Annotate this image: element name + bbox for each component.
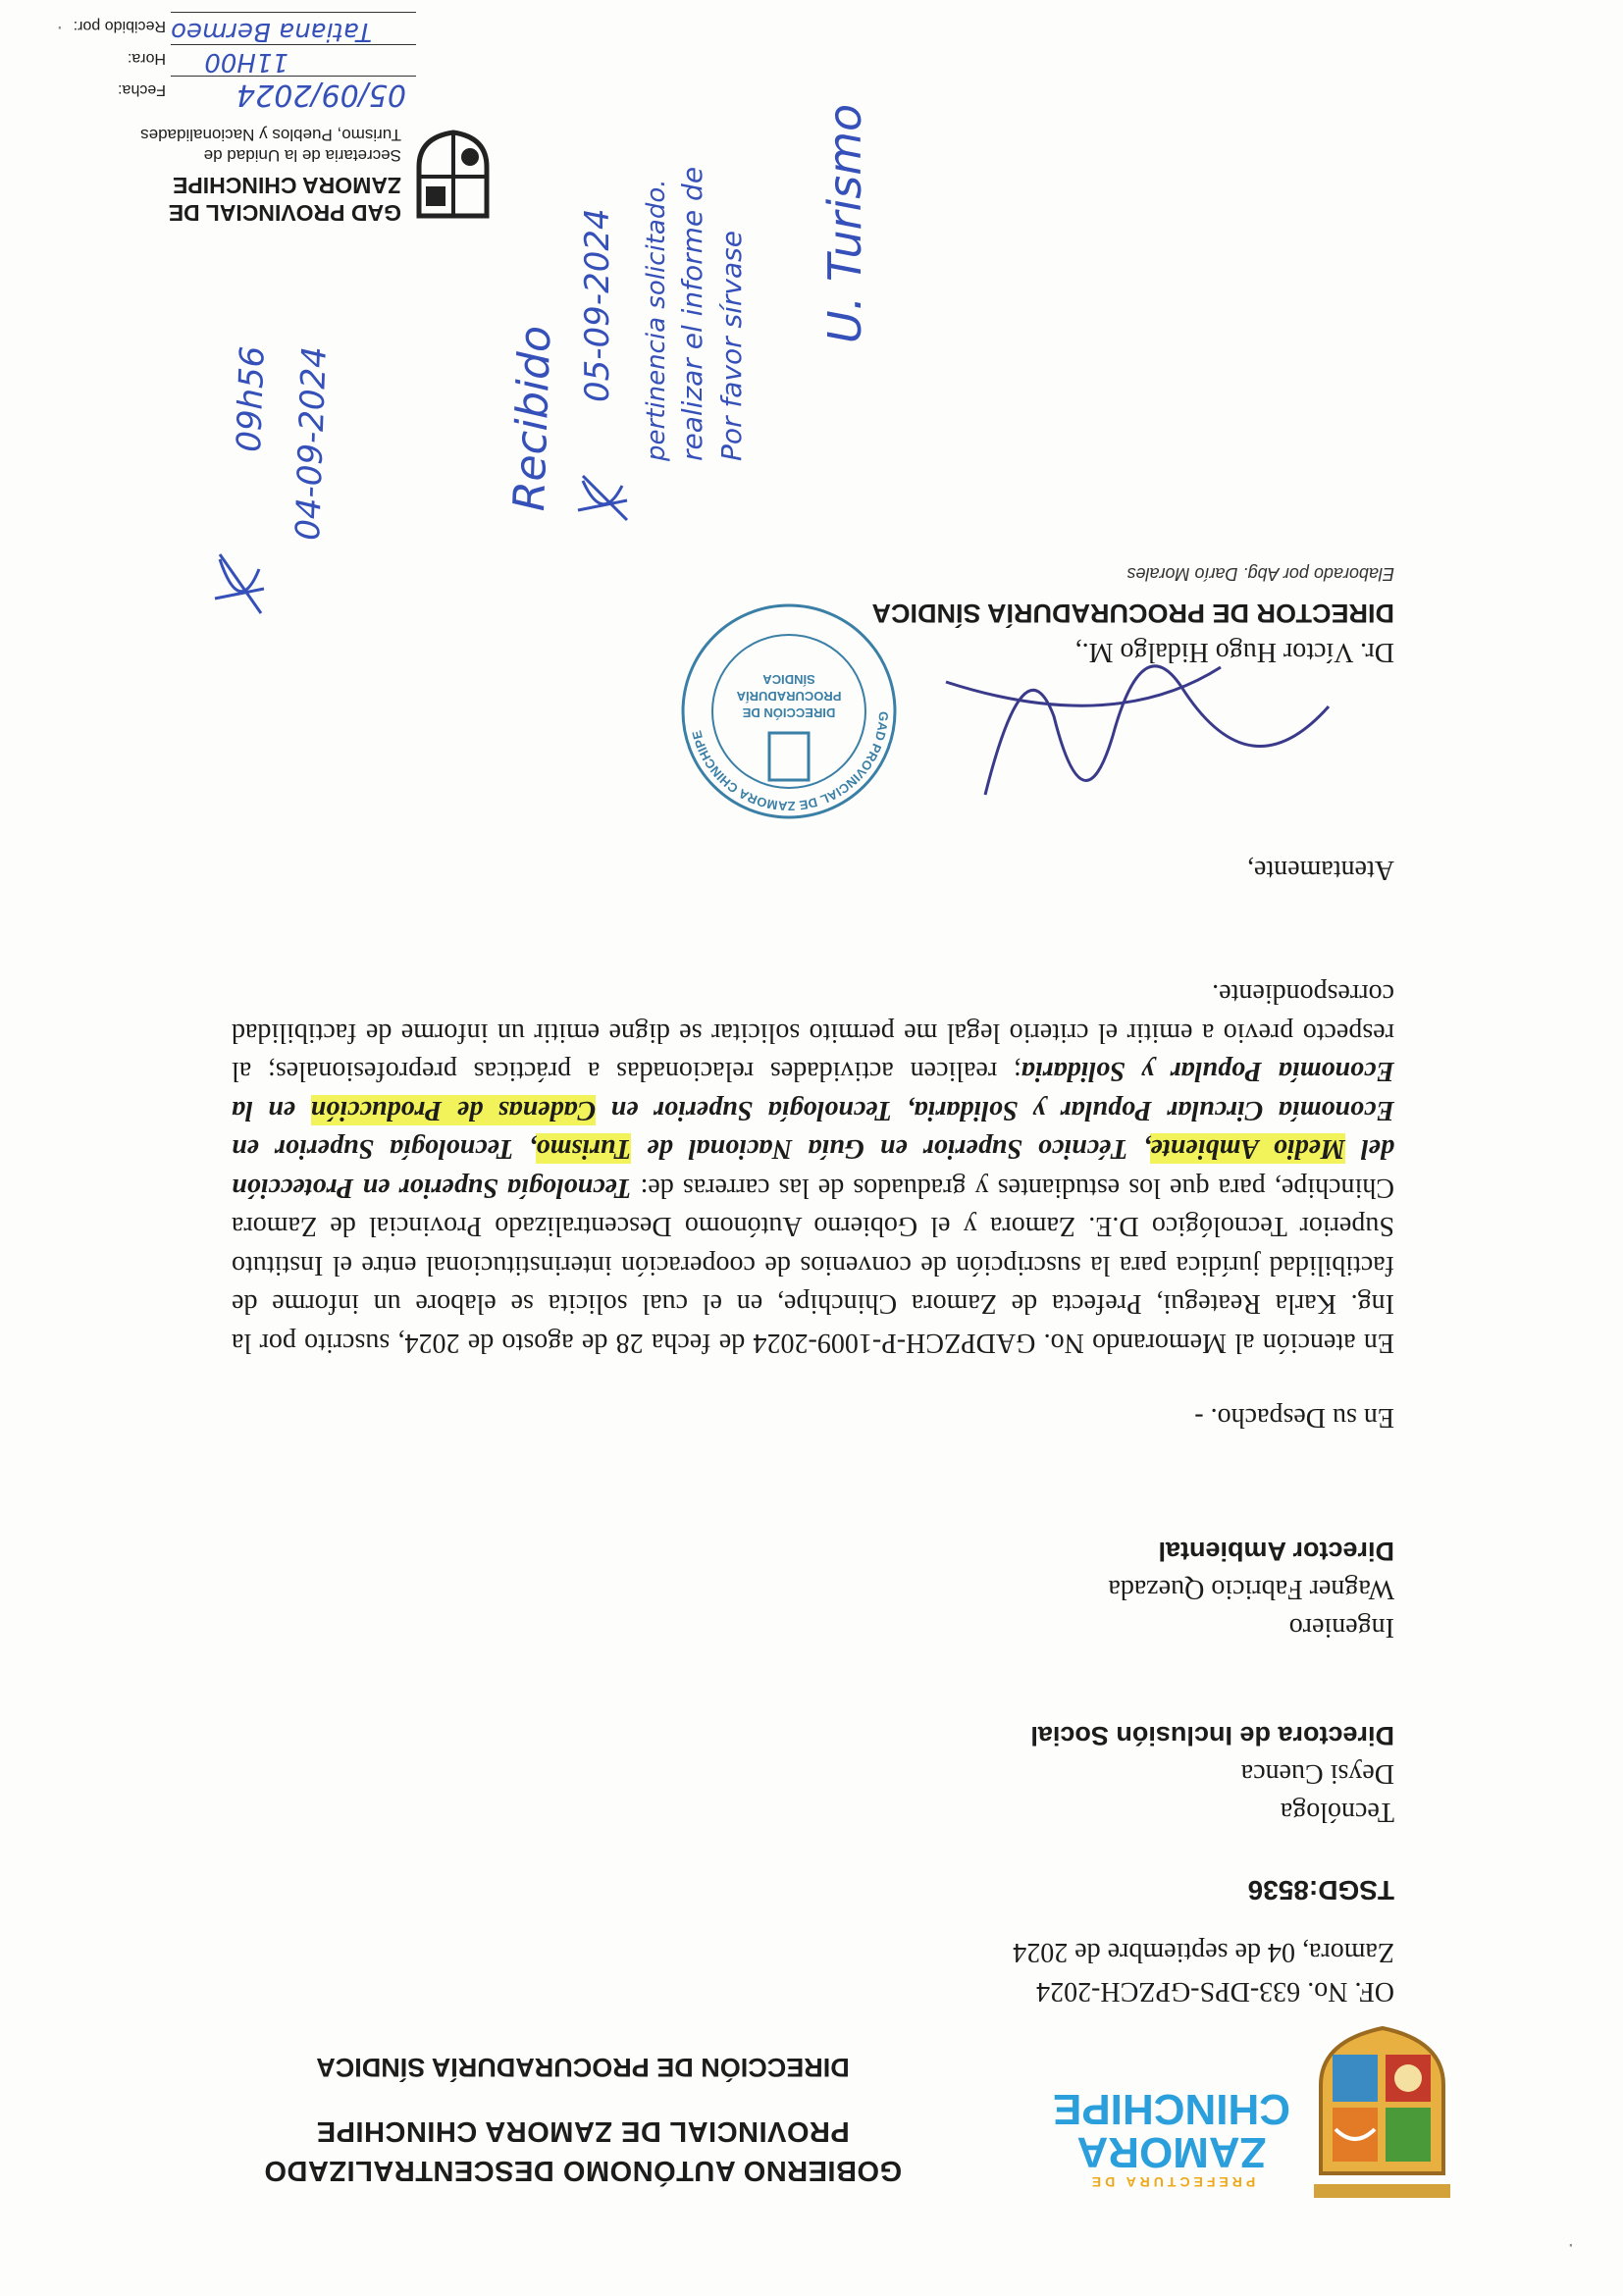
stamp-hora-value: 11H00	[204, 47, 288, 77]
letter-body	[232, 974, 1394, 1362]
reception-stamp-line-4: Turismo, Pueblos y Nacionalidades	[140, 126, 401, 144]
reception-stamp-logo-icon	[411, 128, 495, 231]
prefectura-coat-of-arms-icon	[1306, 2021, 1458, 2203]
reception-stamp-line-1: GAD PROVINCIAL DE	[168, 200, 401, 226]
oficio-number: OF. No. 633-DPS-GPZCH-2024	[1036, 1976, 1394, 2007]
recipient-1-name: Deysi Cuenca	[1240, 1758, 1394, 1789]
recipient-1-title: Tecnóloga	[1280, 1797, 1394, 1827]
highlight-medio-ambiente: Medio Ambiente	[1150, 1133, 1345, 1165]
highlight-cadenas-produccion: Cadenas de Producción	[310, 1095, 597, 1125]
signatory-name: Dr. Víctor Hugo Hidalgo M.,	[1074, 637, 1394, 667]
procuraduria-seal-stamp	[676, 599, 902, 824]
reception-stamp-line-3: Secretaria de la Unidad de	[203, 146, 401, 165]
handwritten-initials	[210, 549, 269, 628]
handwritten-note-line-2: realizar el informe de	[676, 166, 708, 461]
career-3: Tecnología Superior en Economía Circular Popular y Solidaria,	[232, 1095, 1394, 1165]
body-intro: En atención al Memorando No. GADPZCH-P-1009-2024 de fecha 28 de agosto de 2024, suscrito por la Ing. Karla Reategui, Prefecta de Zamora Chinchipe, en el cual solicita se elabore un informe de factibilidad jurídica para la suscripción de convenios de cooperación interinstitucional entre el Instituto Superior Tecnológico D.E. Zamora y el Gobierno Autónomo Descentralizado Provincial de Zamora Chinchipe, para que los estudiantes y graduados de las carreras de:	[232, 1173, 1394, 1358]
seal-ring-text: GAD PROVINCIAL DE ZAMORA CHINCHIPE	[689, 710, 892, 814]
handwritten-note-line-1: Por favor sírvase	[715, 231, 748, 461]
scan-speck: ·	[1567, 2233, 1574, 2257]
prepared-by: Elaborado por Abg. Darío Morales	[1126, 564, 1394, 584]
stamp-hora-label: Hora:	[127, 50, 166, 67]
greeting: En su Despacho. -	[1194, 1402, 1394, 1433]
letter-date: Zamora, 04 de septiembre de 2024	[1013, 1937, 1394, 1967]
recipient-2-name: Wagner Fabricio Quezada	[1108, 1574, 1394, 1604]
handwritten-routing: U. Turismo	[818, 103, 871, 343]
org-name-line-1: GOBIERNO AUTÓNOMO DESCENTRALIZADO	[263, 2155, 903, 2186]
tsgd-number: TSGD:8536	[1247, 1875, 1394, 1905]
career-1: Tecnología Superior en Protección del Medio Ambiente,	[232, 1133, 1394, 1203]
recipient-2-title: Ingeniero	[1288, 1612, 1394, 1643]
body-closing-sentence: ; realicen actividades relacionadas a prácticas preprofesionales; al respecto previo a emitir el criterio legal me permito solicitar se digne emitir un informe de factibilidad correspondiente.	[232, 978, 1394, 1087]
brand-prefix: PREFECTURA DE	[1087, 2174, 1256, 2190]
stamp-fecha-value: 05/09/2024	[236, 78, 406, 112]
handwritten-received-date: 04-09-2024	[288, 345, 335, 542]
svg-text:GAD PROVINCIAL DE ZAMORA CHINC	[689, 711, 891, 813]
seal-inner-1: DIRECCIÓN DE	[742, 705, 836, 720]
closing-phrase: Atentamente,	[1246, 855, 1394, 885]
org-name-line-2: PROVINCIAL DE ZAMORA CHINCHIPE	[316, 2115, 850, 2147]
handwritten-received: Recibido	[504, 325, 561, 512]
highlight-turismo: Turismo	[536, 1133, 632, 1165]
brand-line-2: CHINCHIPE	[1052, 2085, 1291, 2133]
reception-stamp-line-2: ZAMORA CHINCHIPE	[173, 173, 401, 198]
recipient-1-role: Directora de Inclusión Social	[1030, 1721, 1394, 1750]
stamp-fecha-label: Fecha:	[118, 81, 166, 98]
brand-name	[1049, 2085, 1294, 2176]
seal-inner-2: PROCURADURÍA	[736, 689, 842, 704]
stamp-recibido-value: Tatiana Bermeo	[171, 17, 372, 46]
signatory-title: DIRECTOR DE PROCURADURÍA SÍNDICA	[871, 599, 1394, 628]
handwritten-received-time: 09h56	[230, 344, 273, 453]
recipient-2-role: Director Ambiental	[1158, 1537, 1394, 1566]
handwritten-note-line-3: pertinencia solicitado.	[642, 179, 671, 461]
handwritten-note-date: 05-09-2024	[578, 208, 617, 402]
career-4: Tecnología Superior en Cadenas de Producción en la Economía Popular y Solidaria	[231, 1056, 1394, 1125]
department-heading: DIRECCIÓN DE PROCURADURÍA SÍNDICA	[316, 2053, 850, 2082]
seal-inner-3: SÍNDICA	[762, 672, 815, 687]
scan-speck: ·	[56, 16, 63, 39]
stamp-recibido-line	[171, 12, 416, 13]
stamp-recibido-label: Recibido por:	[73, 18, 166, 34]
career-2: Técnico Superior en Guía Nacional de Turismo,	[513, 1133, 1128, 1165]
brand-line-1: ZAMORA	[1076, 2128, 1267, 2176]
handwritten-initials	[573, 471, 632, 530]
